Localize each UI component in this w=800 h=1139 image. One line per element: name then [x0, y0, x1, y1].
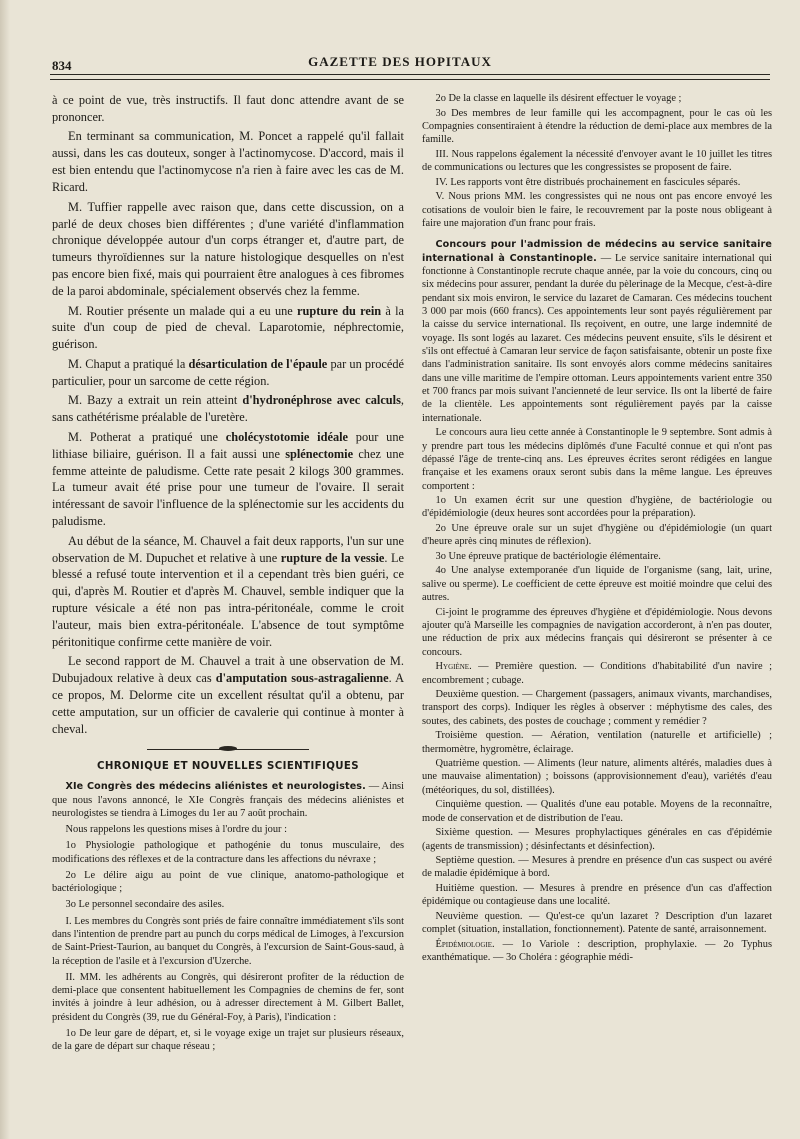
paragraph: En terminant sa communication, M. Poncet a rappelé qu'il fallait aussi, dans les cas douteux, songer à l'actinomycose. D'accord, mais il est bien entendu que l'actinomycose n'a rien à faire avec les cas de M. Ricard. — [52, 129, 404, 195]
page-number: 834 — [52, 58, 72, 73]
paragraph: V. Nous prions MM. les congressistes qui ne nous ont pas encore envoyé les cotisations de vouloir bien le faire, le recouvrement par la poste nous obligeant à faire une majoration d'un franc pour frais. — [422, 191, 772, 229]
running-title: GAZETTE DES HOPITAUX — [308, 54, 492, 69]
paragraph: XIe Congrès des médecins aliénistes et neurologistes. — Ainsi que nous l'avons annoncé, le XIe Congrès français des médecins aliénistes et neurologistes se tiendra à Limoges du 1er au 7 août prochain. — [52, 781, 404, 820]
header-rule-thin — [50, 79, 770, 80]
paragraph: Cinquième question. — Qualités d'une eau potable. Moyens de la reconnaître, mode de conservation et de distribution de l'eau. — [422, 799, 772, 824]
paragraph: Huitième question. — Mesures à prendre en présence d'un cas d'affection épidémique ou contagieuse dans une localité. — [422, 882, 772, 908]
paragraph: Ci-joint le programme des épreuves d'hygiène et d'épidémiologie. Nous devons ajouter qu'à Marseille les compagnies de navigation accorderont, à n'en pas douter, une réduction de prix aux médecins français qui désireront se présenter à ce concours. — [422, 606, 772, 658]
right-column — [422, 92, 772, 964]
paragraph: M. Potherat a pratiqué une cholécystotomie idéale pour une lithiase biliaire, guérison. Il a fait aussi une splénectomie chez une femme atteinte de paludisme. Cette rate pesait 2 kilogs 300 grammes. La tumeur avait été prise pour une tumeur de l'ovaire. Il serait intéressant de savoir l'influence de la splénectomie sur les accidents du paludisme. — [52, 429, 404, 529]
paragraph: 2o Une épreuve orale sur un sujet d'hygiène ou d'épidémiologie (un quart d'heure après cinq minutes de réflexion). — [422, 522, 772, 548]
paragraph: Neuvième question. — Qu'est-ce qu'un lazaret ? Description d'un lazaret complet (situation, installation, fonctionnement). Patente de santé, arraisonnement. — [422, 910, 772, 936]
paragraph: M. Tuffier rappelle avec raison que, dans cette discussion, on a parlé de deux choses bien différentes ; d'une variété d'inflammation chronique développée autour d'un corps étranger et, d'autre part, de tumeurs thyroïdiennes sur la nature histologique desquelles on n'est pas encore bien fixé, mais qui pourraient être analogues à ces fibromes de la paroi abdominale, spécialement observés chez la femme. — [52, 199, 404, 298]
page-shadow — [0, 0, 10, 1139]
paragraph: 3o Le personnel secondaire des asiles. — [65, 899, 225, 911]
paragraph: 1o De leur gare de départ, et, si le voyage exige un trajet sur plusieurs réseaux, de la gare de départ sur chaque réseau ; — [52, 1027, 404, 1053]
paragraph: II. MM. les adhérents au Congrès, qui désireront profiter de la réduction de demi-place que consentent habituellement les Compagnies de chemins de fer, sont invités à joindre à leur adhésion, ou à adresser directement à M. Gilbert Ballet, président du Congrès (39, rue du Général-Foy, à Paris), l'indication : — [52, 971, 404, 1023]
paragraph: 4o Une analyse extemporanée d'un liquide de l'organisme (sang, lait, urine, salive ou sperme). Le coefficient de cette épreuve est moitié moindre que celui des autres. — [422, 565, 772, 604]
left-column — [52, 92, 404, 1054]
paragraph: Septième question. — Mesures à prendre en présence d'un cas suspect ou avéré de maladie épidémique à bord. — [422, 855, 772, 880]
header-rule — [50, 74, 770, 75]
paragraph: Nous rappelons les questions mises à l'ordre du jour : — [65, 824, 288, 836]
paragraph: M. Bazy a extrait un rein atteint d'hydronéphrose avec calculs, sans cathétérisme préalable de l'uretère. — [52, 393, 404, 425]
paragraph: Quatrième question. — Aliments (leur nature, aliments altérés, maladies dues à une mauvaise alimentation) ; boissons (approvisionnement d'eau), variétés d'eau (météoriques, du sol, distillées). — [422, 758, 772, 796]
paragraph: Le concours aura lieu cette année à Constantinople le 9 septembre. Sont admis à y prendre part tous les médecins diplômés d'une Faculté connue et qui n'ont pas dépassé l'âge de trente-cinq ans. Les épreuves écrites seront rédigées en langue française et les examens oraux seront subis dans la même langue. Les épreuves comportent : — [422, 427, 772, 492]
paragraph: M. Chaput a pratiqué la désarticulation de l'épaule par un procédé particulier, pour un sarcome de cette région. — [52, 356, 404, 388]
paragraph: 2o Le délire aigu au point de vue clinique, anatomo-pathologique et bactériologique ; — [52, 869, 404, 895]
paragraph: IV. Les rapports vont être distribués prochainement en fascicules séparés. — [435, 176, 741, 188]
paragraph: 3o Des membres de leur famille qui les accompagnent, pour le cas où les Compagnies consentiraient à étendre la réduction de demi-place aux membres de la famille. — [422, 107, 772, 146]
paragraph: 3o Une épreuve pratique de bactériologie élémentaire. — [435, 550, 661, 562]
paragraph: M. Routier présente un malade qui a eu une rupture du rein à la suite d'un coup de pied de cheval. Laparotomie, néphrectomie, guérison. — [52, 303, 404, 352]
paragraph: III. Nous rappelons également la nécessité d'envoyer avant le 10 juillet les titres de communications ou lectures que les congressistes se proposent de faire. — [422, 148, 772, 174]
paragraph: Sixième question. — Mesures prophylactiques générales en cas d'épidémie (agents de transmission) ; désinfectants et désinfection). — [422, 827, 772, 852]
paragraph: Troisième question. — Aération, ventilation (naturelle et artificielle) ; thermomètre, hygromètre, éclairage. — [422, 730, 772, 755]
paragraph: 2o De la classe en laquelle ils désirent effectuer le voyage ; — [435, 93, 682, 104]
paragraph: I. Les membres du Congrès sont priés de faire connaître immédiatement s'ils sont dans l'intention de prendre part au punch du corps médical de Limoges, à l'excursion de Saint-Priest-Taurion, au banquet du Congrès, à l'excursion de Saint-Gous-saud, à la réception de l'asile et à l'excursion d'Uzerche. — [52, 915, 404, 967]
paragraph: Épidémiologie. — 1o Variole : description, prophylaxie. — 2o Typhus exanthématique. — 3o Choléra : géographie médi- — [422, 938, 772, 964]
section-title: CHRONIQUE ET NOUVELLES SCIENTIFIQUES — [96, 760, 360, 772]
paragraph: Au début de la séance, M. Chauvel a fait deux rapports, l'un sur une observation de M. Dupuchet et relative à une rupture de la vessie. Le blessé a refusé toute intervention et il a cependant très bien guéri, ce qui, d'après M. Routier et d'après M. Chauvel, semble indiquer que la rupture vésicale a été non pas intra-péritonéale, comme le croit l'auteur, mais bien extra-péritonéale. L'absence de tout symptôme péritonitique confirme cette manière de voir. — [52, 533, 404, 649]
paragraph: 1o Physiologie pathologique et pathogénie du tonus musculaire, des modifications des réflexes et de la contracture dans les affections du névraxe ; — [52, 840, 404, 865]
paragraph: Hygiène. — Première question. — Conditions d'habitabilité d'un navire ; encombrement ; cubage. — [422, 661, 772, 686]
paragraph: Concours pour l'admission de médecins au service sanitaire international à Constantinople. — Le service sanitaire international qui fonctionne à Constantinople recrute chaque année, par la voie du concours, cinq ou six médecins pour assurer, pendant la durée du pèlerinage de la Mecque, c'est-à-dire pendant six mois environ, le service du lazaret de Camaran. Ces médecins touchent 3 000 par mois (660 francs). Ces appointements leur sont payés régulièrement par la caisse du service international. Ils reçoivent, en outre, une large indemnité de voyage. Ils sont logés au lazaret. Ces médecins peuvent ensuite, s'ils le désirent et s'ils ont effectué à Camaran leur service de façon satisfaisante, obtenir un poste fixe dans l'administration sanitaire. Ils sont envoyés alors comme médecins sanitaires dans une ville maritime de l'empire ottoman. Leurs appointements varient entre 350 et 700 francs par mois suivant l'ancienneté de leur service. Ils ont la liberté de faire de la clientèle. Les appointements sont régulièrement payés par la caisse internationale. — [422, 239, 772, 424]
section-separator — [52, 745, 404, 754]
paragraph: Deuxième question. — Chargement (passagers, animaux vivants, marchandises, transport des corps). Indiquer les règles à observer : méphytisme des cales, des soutes, des cabinets, des postes de couchage ; comment y remédier ? — [422, 689, 772, 727]
paragraph: 1o Un examen écrit sur une question d'hygiène, de bactériologie ou d'épidémiologie (deux heures sont accordées pour la préparation). — [422, 495, 772, 520]
chronicle-block — [52, 780, 404, 1053]
paragraph: à ce point de vue, très instructifs. Il faut donc attendre avant de se prononcer. — [52, 93, 404, 124]
paragraph: Le second rapport de M. Chauvel a trait à une observation de M. Dubujadoux relative à deux cas d'amputation sous-astragalienne. A ce propos, M. Delorme cite un excellent résultat qu'il a obtenu, par cette amputation, sur un officier de cavalerie qui continue à monter à cheval. — [52, 654, 405, 736]
